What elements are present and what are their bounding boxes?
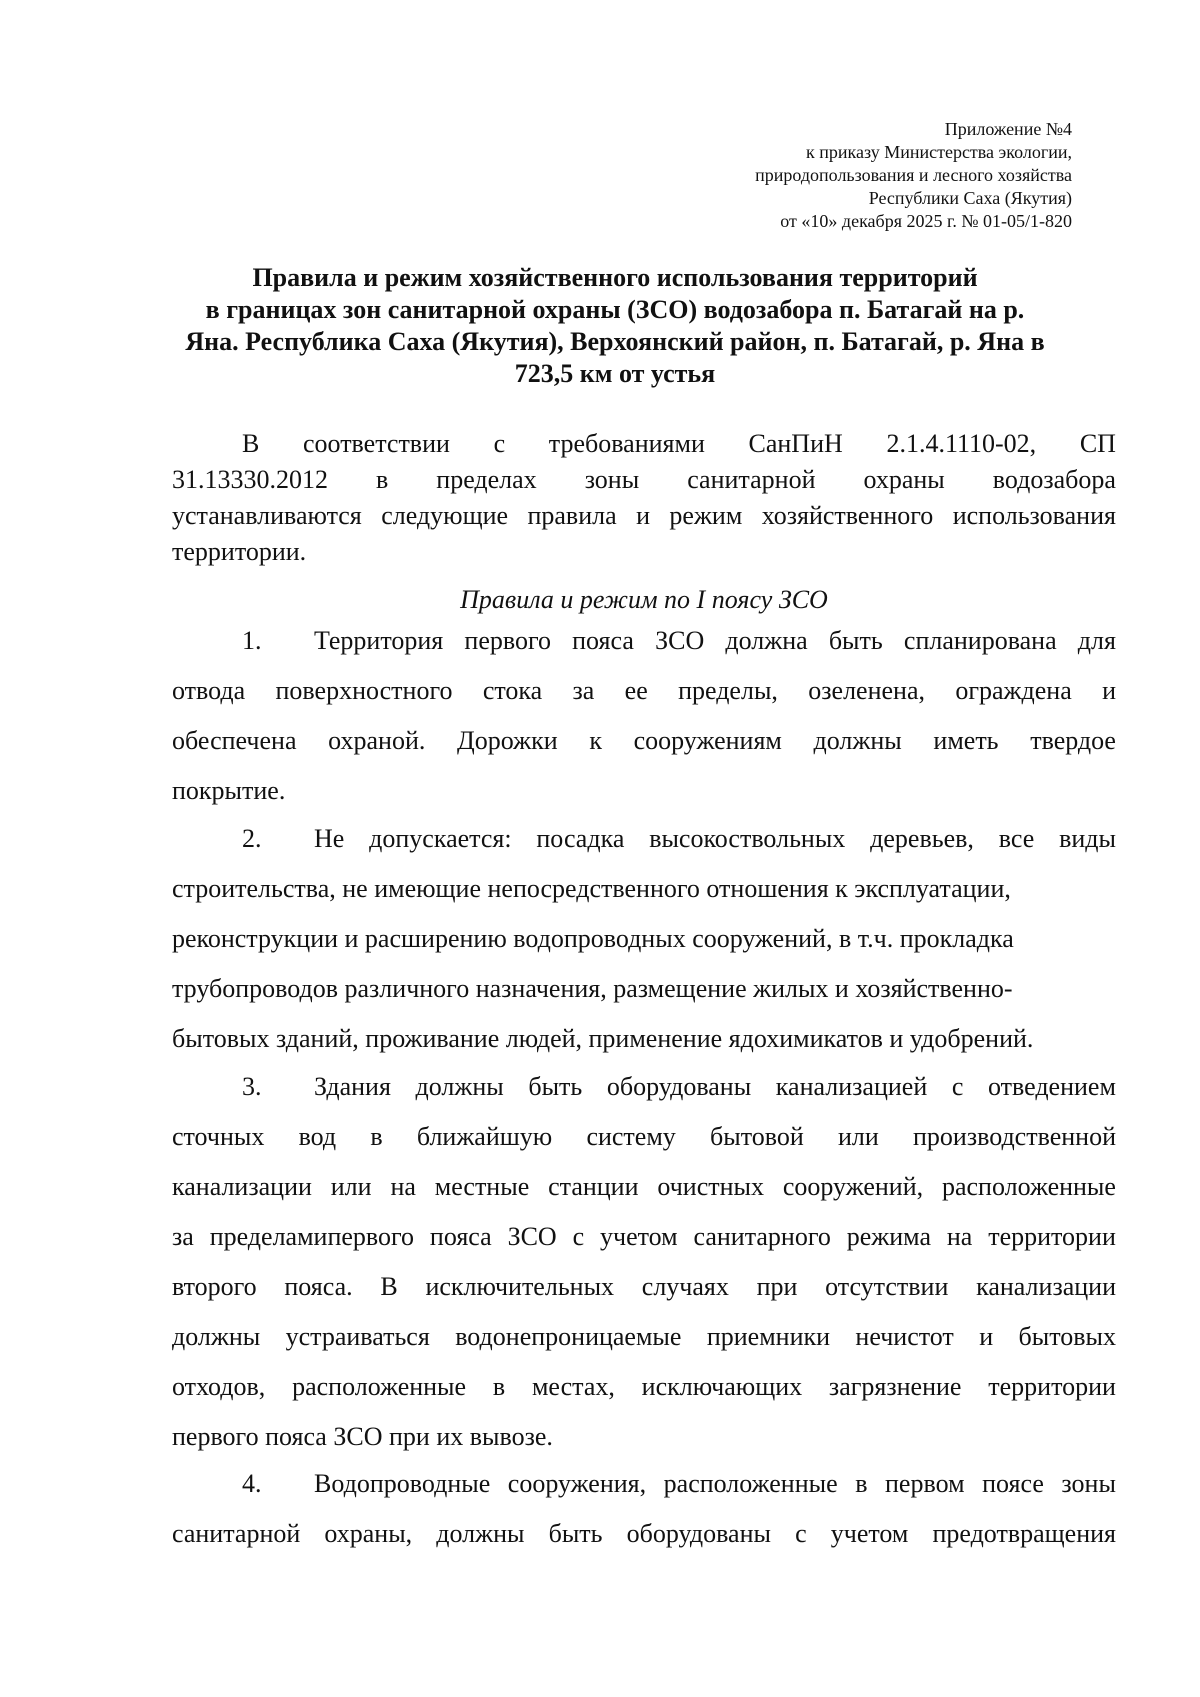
- appendix-header: [472, 118, 1072, 233]
- item-line: канализации или на местные станции очистных сооружений, расположенные: [172, 1172, 1116, 1201]
- list-item: [172, 1469, 1116, 1569]
- intro-line: В соответствии с требованиями СанПиН 2.1.4.1110-02, СП: [242, 429, 1116, 458]
- document-title: [160, 262, 1070, 390]
- item-first-line: [172, 1469, 1116, 1519]
- item-line: обеспечена охраной. Дорожки к сооружениям должны иметь твердое: [172, 726, 1116, 755]
- section-subheading: Правила и режим по I поясу ЗСО: [460, 585, 828, 614]
- item-line: отвода поверхностного стока за ее пределы, озеленена, ограждена и: [172, 676, 1116, 705]
- intro-line: 31.13330.2012 в пределах зоны санитарной охраны водозабора: [172, 465, 1116, 494]
- title-line: 723,5 км от устья: [514, 359, 716, 388]
- intro-paragraph: [172, 426, 1116, 570]
- item-line: за пределамипервого пояса ЗСО с учетом санитарного режима на территории: [172, 1222, 1116, 1251]
- item-line: отходов, расположенные в местах, исключающих загрязнение территории: [172, 1372, 1116, 1401]
- item-first-line: [172, 1072, 1116, 1122]
- item-line: реконструкции и расширению водопроводных сооружений, в т.ч. прокладка: [172, 924, 1014, 953]
- intro-line: устанавливаются следующие правила и режим хозяйственного использования: [172, 501, 1116, 530]
- item-number: 1.: [242, 626, 262, 655]
- item-line: строительства, не имеющие непосредственного отношения к эксплуатации,: [172, 874, 1011, 903]
- title-line: Яна. Республика Саха (Якутия), Верхоянский район, п. Батагай, р. Яна в: [185, 327, 1045, 356]
- item-line: бытовых зданий, проживание людей, применение ядохимикатов и удобрений.: [172, 1024, 1034, 1053]
- item-line: Здания должны быть оборудованы канализацией с отведением: [314, 1072, 1116, 1101]
- appendix-line: Приложение №4: [944, 119, 1072, 139]
- item-number: 4.: [242, 1469, 262, 1498]
- item-line: первого пояса ЗСО при их вывозе.: [172, 1422, 553, 1451]
- item-line: второго пояса. В исключительных случаях при отсутствии канализации: [172, 1272, 1116, 1301]
- item-line: должны устраиваться водонепроницаемые приемники нечистот и бытовых: [172, 1322, 1116, 1351]
- item-line: санитарной охраны, должны быть оборудованы с учетом предотвращения: [172, 1519, 1116, 1548]
- item-number: 2.: [242, 824, 262, 853]
- item-line: Не допускается: посадка высокоствольных деревьев, все виды: [314, 824, 1116, 853]
- item-number: 3.: [242, 1072, 262, 1101]
- list-item: [172, 626, 1116, 826]
- item-line: Водопроводные сооружения, расположенные в первом поясе зоны: [314, 1469, 1116, 1498]
- item-first-line: [172, 626, 1116, 676]
- intro-line: территории.: [172, 537, 307, 566]
- list-item: [172, 1072, 1116, 1472]
- item-line: покрытие.: [172, 776, 286, 805]
- item-line: Территория первого пояса ЗСО должна быть спланирована для: [314, 626, 1116, 655]
- appendix-line: от «10» декабря 2025 г. № 01-05/1-820: [780, 211, 1072, 231]
- list-item: [172, 824, 1116, 1074]
- item-line: трубопроводов различного назначения, размещение жилых и хозяйственно-: [172, 974, 1013, 1003]
- title-line: Правила и режим хозяйственного использования территорий: [252, 263, 978, 292]
- title-line: в границах зон санитарной охраны (ЗСО) водозабора п. Батагай на р.: [205, 295, 1025, 324]
- item-first-line: [172, 824, 1116, 874]
- item-line: сточных вод в ближайшую систему бытовой или производственной: [172, 1122, 1116, 1151]
- appendix-line: Республики Саха (Якутия): [868, 188, 1072, 208]
- appendix-line: к приказу Министерства экологии,: [805, 142, 1072, 162]
- appendix-line: природопользования и лесного хозяйства: [755, 165, 1072, 185]
